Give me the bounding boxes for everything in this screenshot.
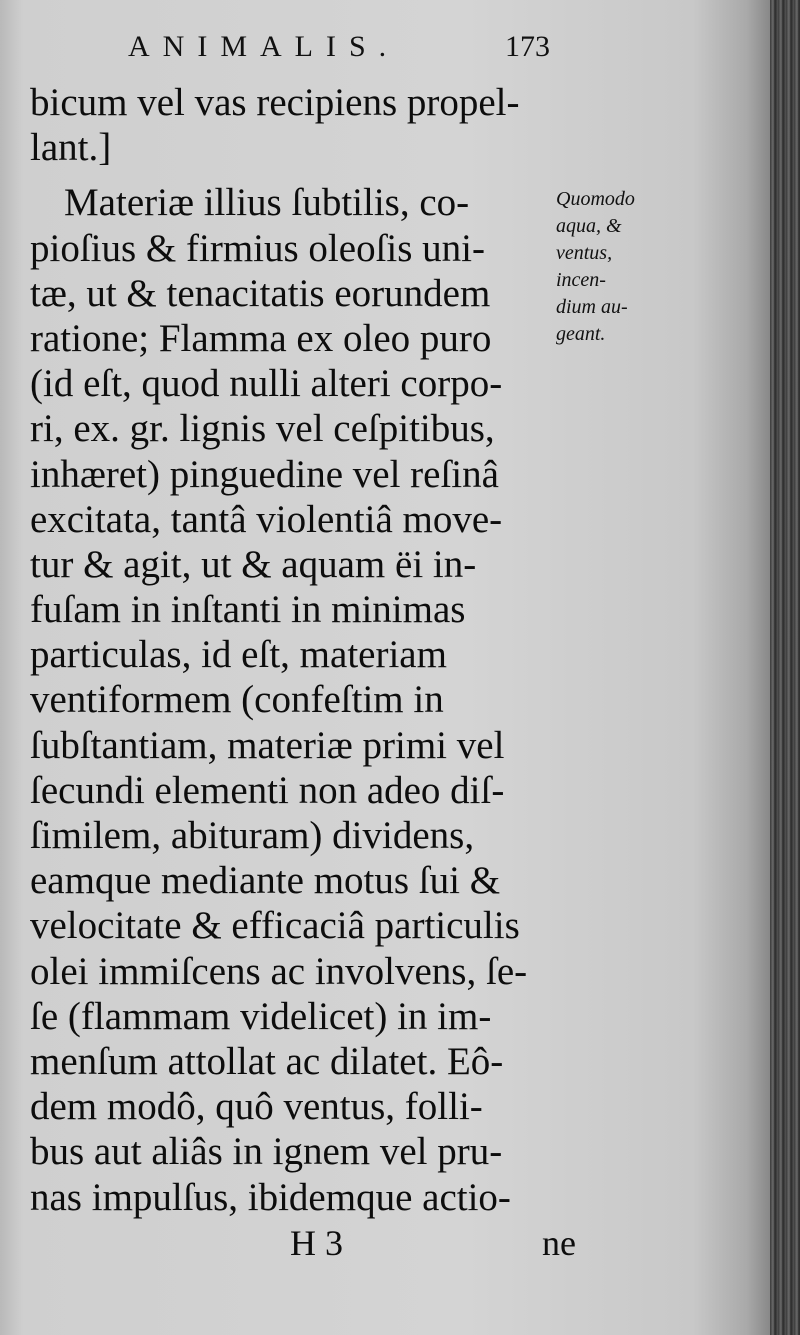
page-header (128, 30, 568, 70)
margin-note-line: dium au- (556, 296, 628, 318)
text-line: lant.] (30, 126, 112, 170)
text-line: olei immiſcens ac involvens, ſe- (30, 949, 528, 993)
text-line: dem modô, quô ventus, folli- (30, 1085, 483, 1129)
text-line: ſecundi elementi non adeo diſ- (30, 768, 505, 812)
text-line: (id eſt, quod nulli alteri corpo- (30, 362, 503, 406)
text-line: velocitate & efficaciâ particulis (30, 904, 520, 948)
text-line: tur & agit, ut & aquam ëi in- (30, 542, 477, 586)
text-line: eamque mediante motus ſui & (30, 859, 501, 903)
body-text (30, 80, 560, 1220)
text-line: nas impulſus, ibidemque actio- (30, 1175, 511, 1219)
margin-note-line: ventus, (556, 242, 613, 264)
text-line: ſubſtantiam, materiæ primi vel (30, 723, 505, 767)
catchword: ne (542, 1223, 576, 1263)
text-line: bus aut aliâs in ignem vel pru- (30, 1130, 503, 1174)
page-number: 173 (505, 30, 550, 63)
margin-note-line: geant. (556, 323, 606, 345)
text-line: ſimilem, abituram) dividens, (30, 814, 475, 857)
text-line: particulas, id eſt, materiam (30, 633, 447, 677)
text-line: ventiformem (confeſtim in (30, 678, 444, 722)
text-line: Materiæ illius ſubtilis, co- (64, 181, 470, 225)
text-line: ſe (flammam videlicet) in im- (30, 994, 492, 1038)
text-line: pioſius & firmius oleoſis uni- (30, 226, 485, 270)
text-line: ri, ex. gr. lignis vel ceſpitibus, (30, 407, 495, 451)
text-line: fuſam in inſtanti in minimas (30, 588, 466, 632)
text-line: bicum vel vas recipiens propel- (30, 81, 520, 124)
margin-note-line: Quomodo (556, 188, 635, 210)
text-line: ratione; Flamma ex oleo puro (30, 316, 492, 360)
margin-note-line: incen- (556, 269, 606, 291)
signature-mark: H 3 (290, 1223, 343, 1263)
running-title: ANIMALIS. (128, 30, 400, 63)
text-line: menſum attollat ac dilatet. Eô- (30, 1039, 504, 1083)
text-line: tæ, ut & tenacitatis eorundem (30, 271, 491, 315)
margin-note-line: aqua, & (556, 215, 622, 237)
text-line: inhæret) pinguedine vel reſinâ (30, 452, 499, 496)
margin-note (556, 186, 676, 348)
page-edge (770, 0, 800, 1335)
page-footer (290, 1222, 590, 1268)
text-line: excitata, tantâ violentiâ move- (30, 497, 503, 541)
